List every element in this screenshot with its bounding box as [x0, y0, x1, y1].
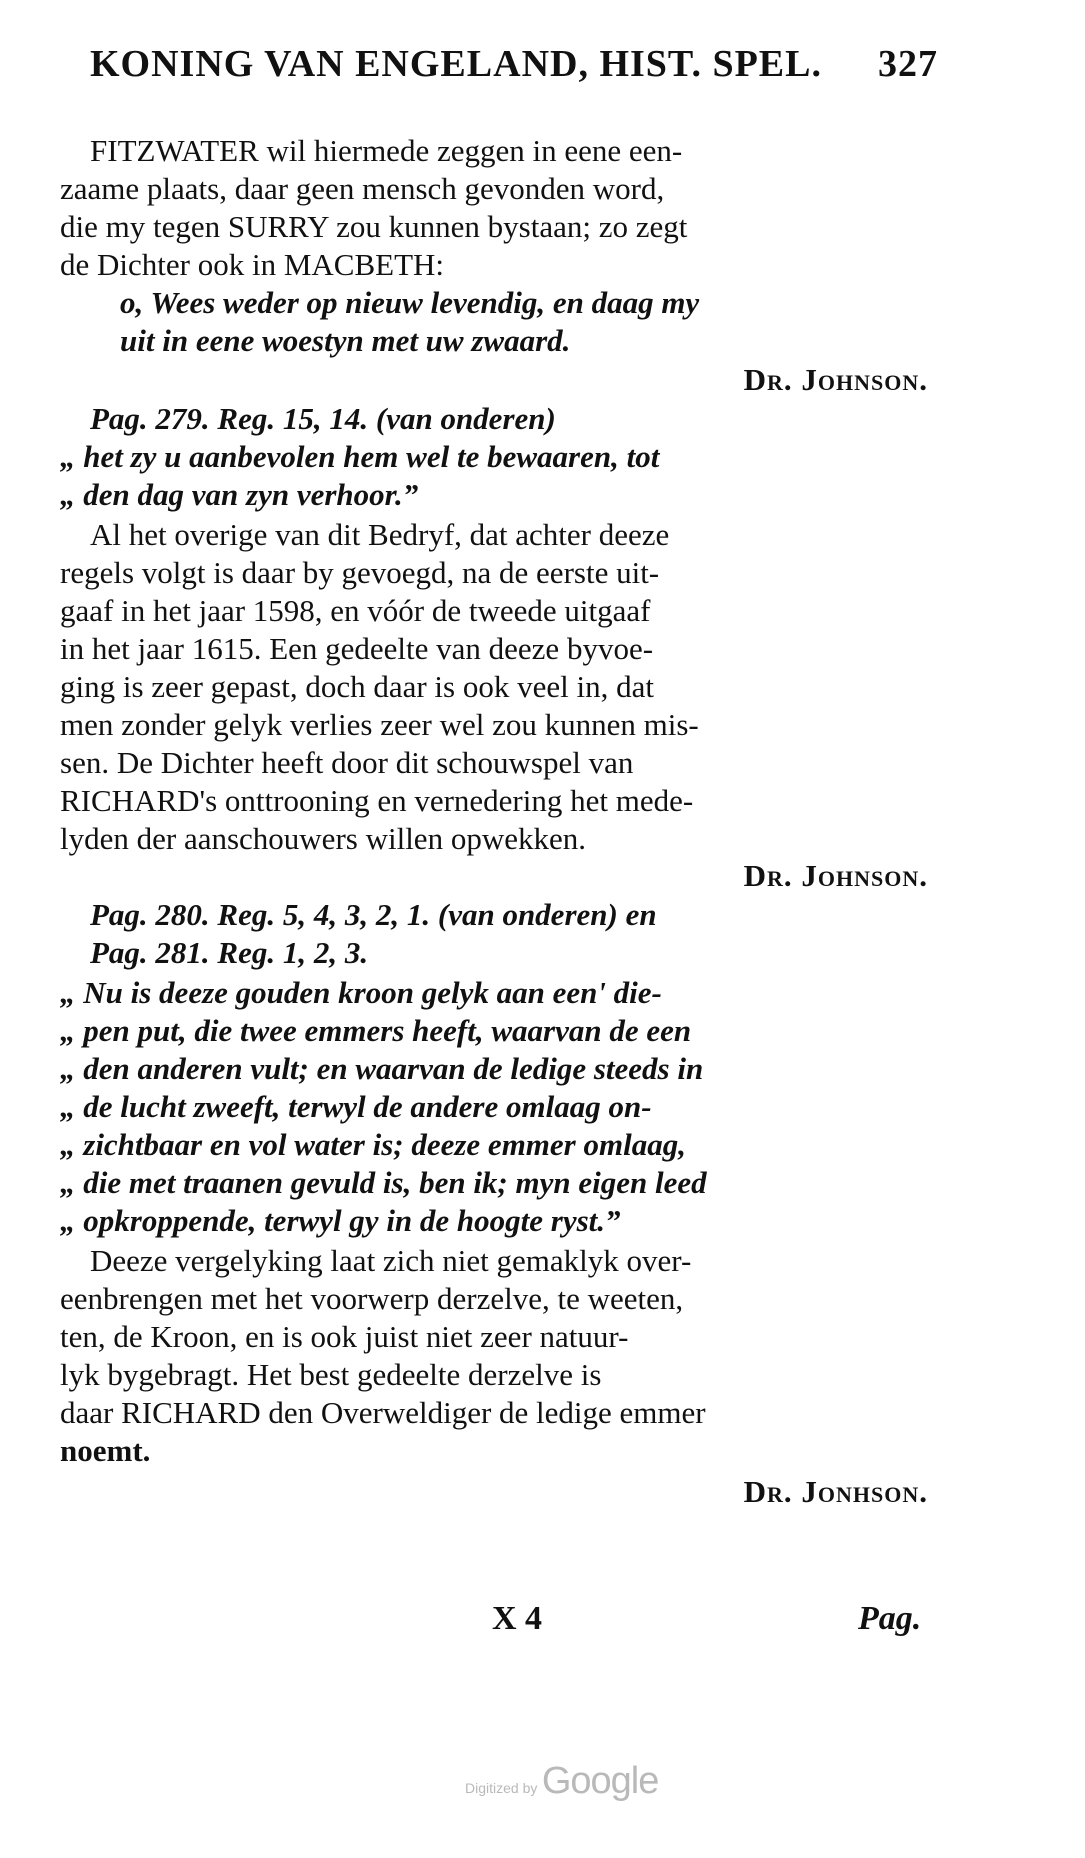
quote-line: „ zichtbaar en vol water is; deeze emmer omlaag, — [60, 1127, 686, 1162]
quote-line: „ den dag van zyn verhoor.” — [60, 477, 419, 512]
text-line: lyk bygebragt. Het best gedeelte derzelve is — [60, 1357, 602, 1392]
catchword: Pag. — [858, 1600, 922, 1637]
text-line: die my tegen SURRY zou kunnen bystaan; zo zegt — [60, 209, 688, 244]
running-title: KONING VAN ENGELAND, HIST. SPEL. — [90, 43, 822, 85]
page-reference: Pag. 279. Reg. 15, 14. (van onderen) — [90, 401, 556, 436]
text-line: Deeze vergelyking laat zich niet gemaklyk over- — [90, 1243, 692, 1278]
quote-line: „ pen put, die twee emmers heeft, waarvan de een — [60, 1013, 692, 1048]
text-line: men zonder gelyk verlies zeer wel zou kunnen mis- — [60, 707, 699, 742]
text-line: gaaf in het jaar 1598, en vóór de tweede uitgaaf — [60, 593, 651, 628]
text-line: noemt. — [60, 1433, 151, 1468]
text-line: sen. De Dichter heeft door dit schouwspel van — [60, 745, 634, 780]
text-line: in het jaar 1615. Een gedeelte van deeze byvoe- — [60, 631, 654, 666]
text-line: ten, de Kroon, en is ook juist niet zeer natuur- — [60, 1319, 629, 1354]
running-header — [90, 42, 938, 94]
signature-mark: X 4 — [492, 1600, 543, 1637]
text-line: zaame plaats, daar geen mensch gevonden word, — [60, 171, 665, 206]
quote-line: „ die met traanen gevuld is, ben ik; myn eigen leed — [60, 1165, 707, 1200]
text-line: regels volgt is daar by gevoegd, na de eerste uit- — [60, 555, 660, 590]
google-logo: Google — [541, 1760, 659, 1802]
text-line: FITZWATER wil hiermede zeggen in eene een- — [90, 133, 683, 168]
quote-line: uit in eene woestyn met uw zwaard. — [120, 323, 571, 358]
quote-line: „ den anderen vult; en waarvan de ledige steeds in — [60, 1051, 704, 1086]
quote-line: „ opkroppende, terwyl gy in de hoogte ryst.” — [60, 1203, 621, 1238]
digitized-watermark — [465, 1760, 658, 1803]
text-line: eenbrengen met het voorwerp derzelve, te weeten, — [60, 1281, 684, 1316]
quote-line: o, Wees weder op nieuw levendig, en daag my — [120, 285, 700, 320]
signature-johnson: Dr. Jonhson. — [743, 1474, 928, 1509]
text-line: daar RICHARD den Overweldiger de ledige emmer — [60, 1395, 706, 1430]
quote-line: „ het zy u aanbevolen hem wel te bewaaren, tot — [60, 439, 660, 474]
signature-johnson: Dr. Johnson. — [743, 858, 928, 893]
quote-line: „ de lucht zweeft, terwyl de andere omlaag on- — [60, 1089, 652, 1124]
watermark-prefix: Digitized by — [465, 1780, 538, 1796]
signature-johnson: Dr. Johnson. — [743, 362, 928, 397]
quote-line: „ Nu is deeze gouden kroon gelyk aan een' die- — [60, 975, 662, 1010]
text-line: Al het overige van dit Bedryf, dat achter deeze — [90, 517, 670, 552]
page-reference: Pag. 281. Reg. 1, 2, 3. — [90, 935, 369, 970]
text-line: ging is zeer gepast, doch daar is ook veel in, dat — [60, 669, 654, 704]
text-line: RICHARD's onttrooning en vernedering het mede- — [60, 783, 694, 818]
text-line: de Dichter ook in MACBETH: — [60, 247, 445, 282]
text-line: lyden der aanschouwers willen opwekken. — [60, 821, 586, 856]
page-number: 327 — [878, 43, 938, 85]
page-reference: Pag. 280. Reg. 5, 4, 3, 2, 1. (van onderen) en — [90, 897, 657, 932]
